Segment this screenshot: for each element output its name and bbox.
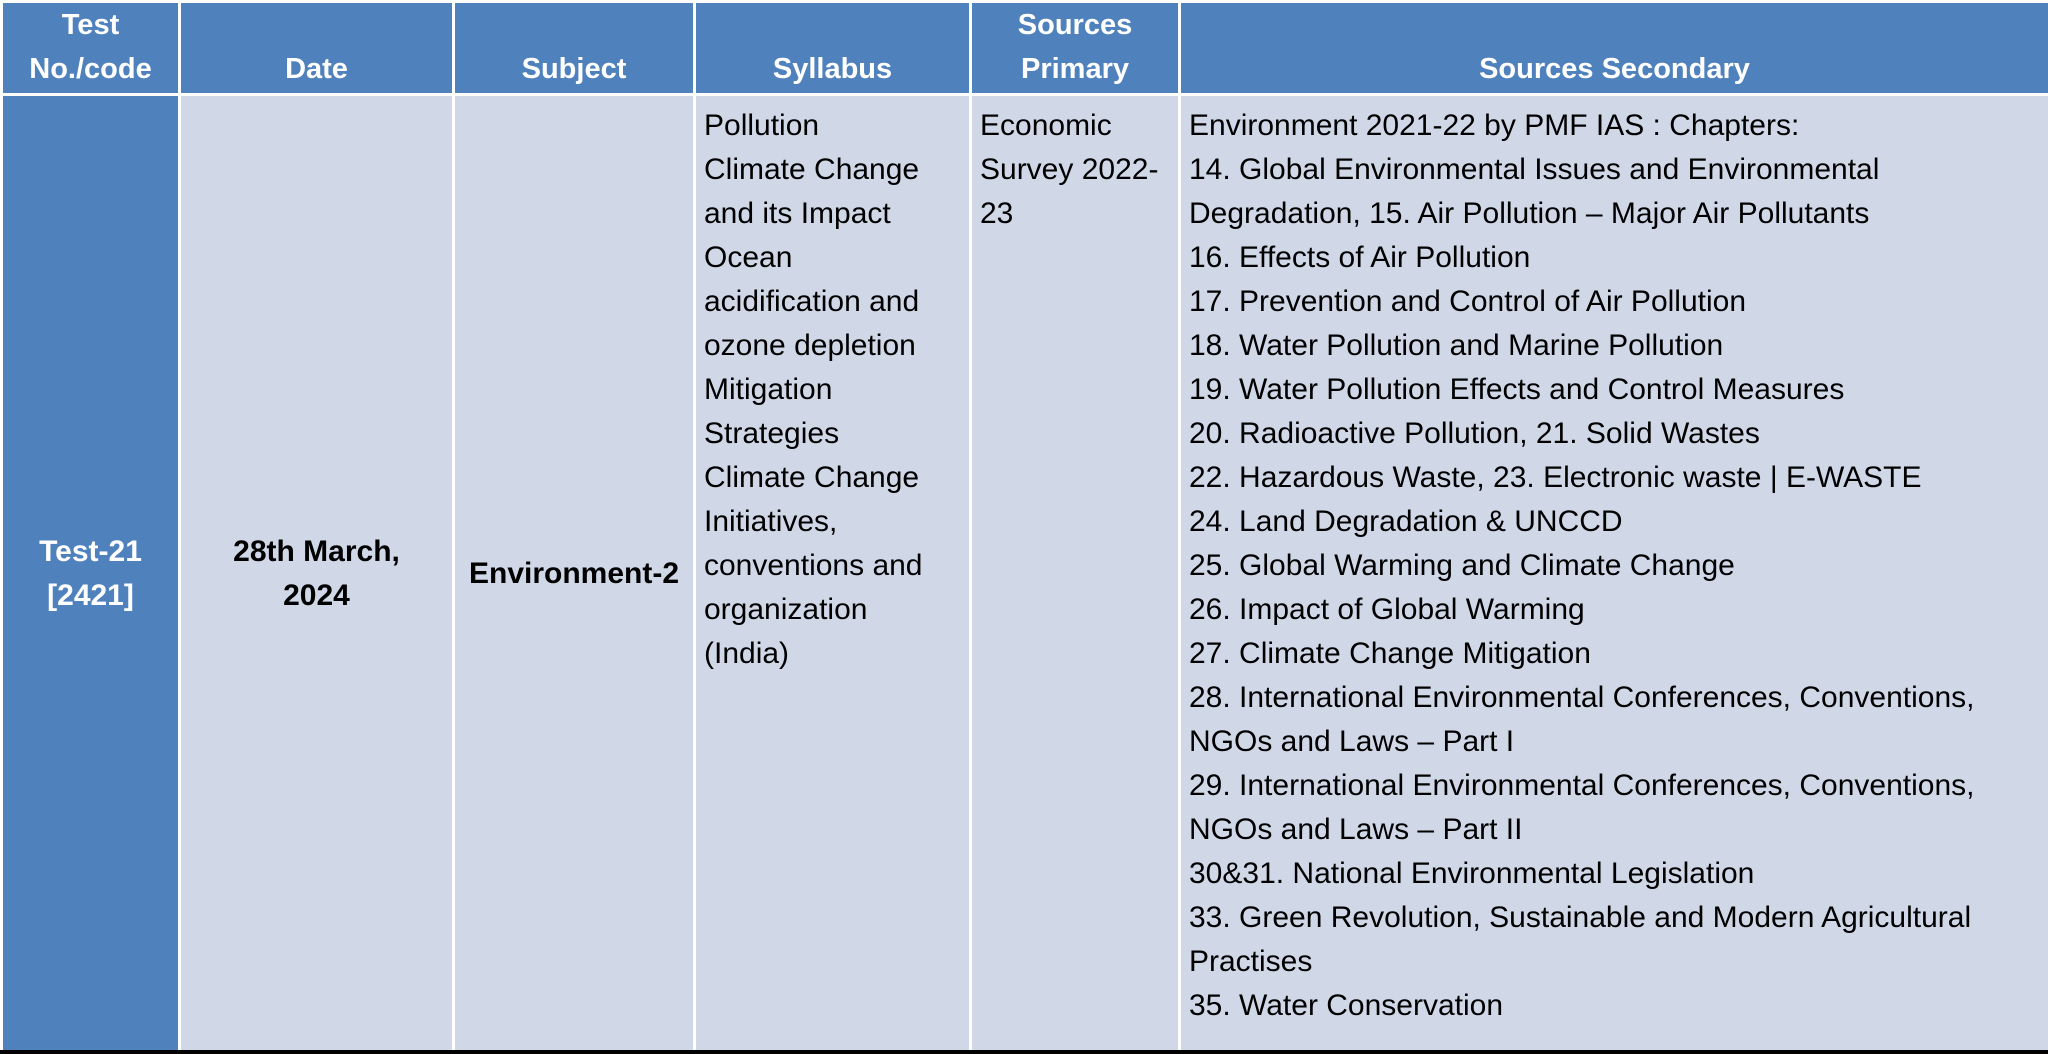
sources-primary-cell: [971, 95, 1180, 1053]
date-line: 28th March,: [233, 534, 400, 568]
sources-primary-line: 23: [980, 197, 1014, 230]
syllabus-line: ozone depletion: [704, 329, 916, 362]
sources-secondary-line: 18. Water Pollution and Marine Pollution: [1189, 329, 1724, 362]
sources-secondary-line: NGOs and Laws – Part II: [1189, 813, 1523, 846]
test-code-cell: [2, 95, 180, 1053]
header-sources-secondary: [1180, 2, 2048, 95]
sources-secondary-line: Environment 2021-22 by PMF IAS : Chapters:: [1189, 109, 1800, 142]
sources-secondary-line: 28. International Environmental Conferences, Conventions,: [1189, 681, 1975, 714]
header-sources-secondary-label: Sources Secondary: [1479, 53, 1750, 85]
header-test-no-line-1: Test: [61, 9, 120, 41]
sources-secondary-line: 33. Green Revolution, Sustainable and Modern Agricultural: [1189, 901, 1972, 934]
sources-secondary-line: 20. Radioactive Pollution, 21. Solid Wastes: [1189, 417, 1760, 450]
sources-secondary-line: 27. Climate Change Mitigation: [1189, 637, 1591, 670]
sources-secondary-line: Degradation, 15. Air Pollution – Major Air Pollutants: [1189, 197, 1870, 230]
sources-secondary-line: 29. International Environmental Conferences, Conventions,: [1189, 769, 1975, 802]
syllabus-line: Mitigation: [704, 373, 833, 406]
syllabus-line: Ocean: [704, 241, 793, 274]
header-sources-primary-line-1: Sources: [1017, 9, 1133, 41]
syllabus-line: Initiatives,: [704, 505, 838, 538]
syllabus-line: Climate Change: [704, 153, 920, 186]
subject-text: Environment-2: [468, 556, 680, 590]
sources-primary-line: Survey 2022-: [980, 153, 1159, 186]
header-date-label: Date: [285, 53, 348, 85]
sources-secondary-line: NGOs and Laws – Part I: [1189, 725, 1515, 758]
syllabus-line: conventions and: [704, 549, 923, 582]
sources-secondary-cell: [1180, 95, 2048, 1053]
syllabus-cell: [695, 95, 971, 1053]
sources-secondary-line: 16. Effects of Air Pollution: [1189, 241, 1531, 274]
sources-secondary-line: 19. Water Pollution Effects and Control Measures: [1189, 373, 1845, 406]
date-cell: [180, 95, 454, 1053]
syllabus-line: acidification and: [704, 285, 920, 318]
header-test-no-line-2: No./code: [29, 53, 152, 85]
sources-secondary-line: Practises: [1189, 945, 1313, 978]
sources-secondary-line: 26. Impact of Global Warming: [1189, 593, 1585, 626]
sources-secondary-line: 17. Prevention and Control of Air Pollution: [1189, 285, 1747, 318]
test-code-line: [2421]: [47, 578, 134, 612]
sources-secondary-line: 35. Water Conservation: [1189, 989, 1504, 1022]
header-subject: [454, 2, 695, 95]
date-line: 2024: [283, 578, 350, 612]
sources-secondary-line: 30&31. National Environmental Legislation: [1189, 857, 1755, 890]
header-sources-primary-line-2: Primary: [1020, 53, 1129, 85]
syllabus-line: Climate Change: [704, 461, 920, 494]
test-code-line: Test-21: [39, 534, 142, 568]
header-row: [2, 2, 2048, 95]
header-date: [180, 2, 454, 95]
header-test-no: [2, 2, 180, 95]
syllabus-line: organization: [704, 593, 868, 626]
table-row: [2, 95, 2048, 1053]
syllabus-line: (India): [704, 637, 790, 670]
syllabus-line: Pollution: [704, 109, 820, 142]
header-subject-label: Subject: [521, 53, 627, 85]
header-syllabus: [695, 2, 971, 95]
sources-secondary-line: 14. Global Environmental Issues and Environmental: [1189, 153, 1880, 186]
sources-primary-line: Economic: [980, 109, 1112, 142]
sources-secondary-line: 22. Hazardous Waste, 23. Electronic waste | E-WASTE: [1189, 461, 1922, 494]
sources-secondary-line: 25. Global Warming and Climate Change: [1189, 549, 1735, 582]
header-syllabus-label: Syllabus: [772, 53, 893, 85]
subject-cell: [454, 95, 695, 1053]
bottom-divider: [0, 1050, 2048, 1054]
syllabus-line: Strategies: [704, 417, 840, 450]
header-sources-primary: [971, 2, 1180, 95]
syllabus-line: and its Impact: [704, 197, 891, 230]
sources-secondary-line: 24. Land Degradation & UNCCD: [1189, 505, 1623, 538]
